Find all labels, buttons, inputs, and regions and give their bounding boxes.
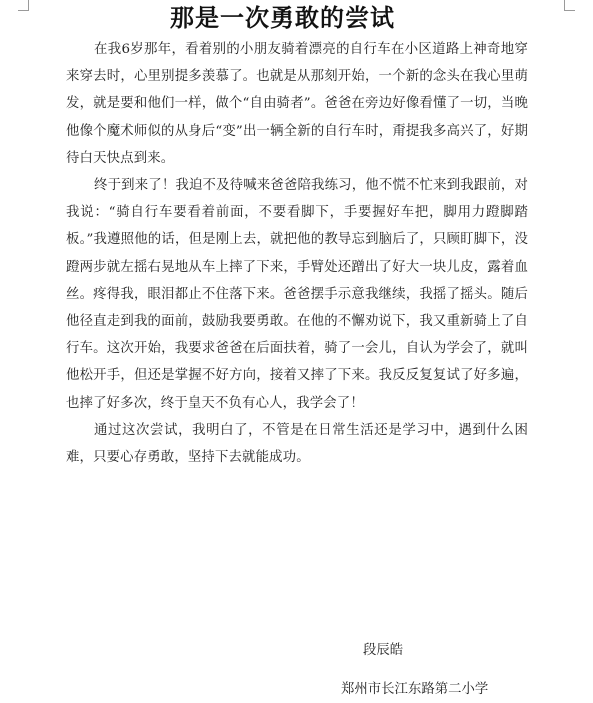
essay-body xyxy=(66,36,528,471)
paragraph-2: 终于到来了！我迫不及待喊来爸爸陪我练习，他不慌不忙来到我跟前，对我说：“骑自行车要看着前面，不要看脚下，手要握好车把，脚用力蹬脚踏板。”我遵照他的话，但是刚上去，就把他的教导忘到脑后了，只顾盯脚下，没蹬两步就左摇右晃地从车上摔了下来，手臂处还蹭出了好大一块儿皮，露着血丝。疼得我，眼泪都止不住落下来。爸爸摆手示意我继续，我摇了摇头。随后他径直走到我的面前，鼓励我要勇敢。在他的不懈劝说下，我又重新骑上了自行车。这次开始，我要求爸爸在后面扶着，骑了一会儿，自认为学会了，就叫他松开手，但还是掌握不好方向，接着又摔了下来。我反反复复试了好多遍，也摔了好多次，终于皇天不负有心人，我学会了！ xyxy=(66,178,528,411)
page-corner-mark-right xyxy=(564,0,575,11)
author-name: 段辰皓 xyxy=(363,643,404,658)
page-corner-mark-left xyxy=(18,0,29,11)
paragraph-3: 通过这次尝试，我明白了，不管是在日常生活还是学习中，遇到什么困难，只要心存勇敢，坚持下去就能成功。 xyxy=(66,422,528,466)
document-page xyxy=(66,0,528,471)
paragraph-1: 在我6岁那年，看着别的小朋友骑着漂亮的自行车在小区道路上神奇地穿来穿去时，心里别提多羡慕了。也就是从那刻开始，一个新的念头在我心里萌发，就是要和他们一样，做个“自由骑者”。爸爸在旁边好像看懂了一切，当晚他像个魔术师似的从身后“变”出一辆全新的自行车时，甭提我多高兴了，好期待白天快点到来。 xyxy=(66,42,528,166)
school-name: 郑州市长江东路第二小学 xyxy=(341,682,489,697)
essay-title: 那是一次勇敢的尝试 xyxy=(170,4,395,32)
